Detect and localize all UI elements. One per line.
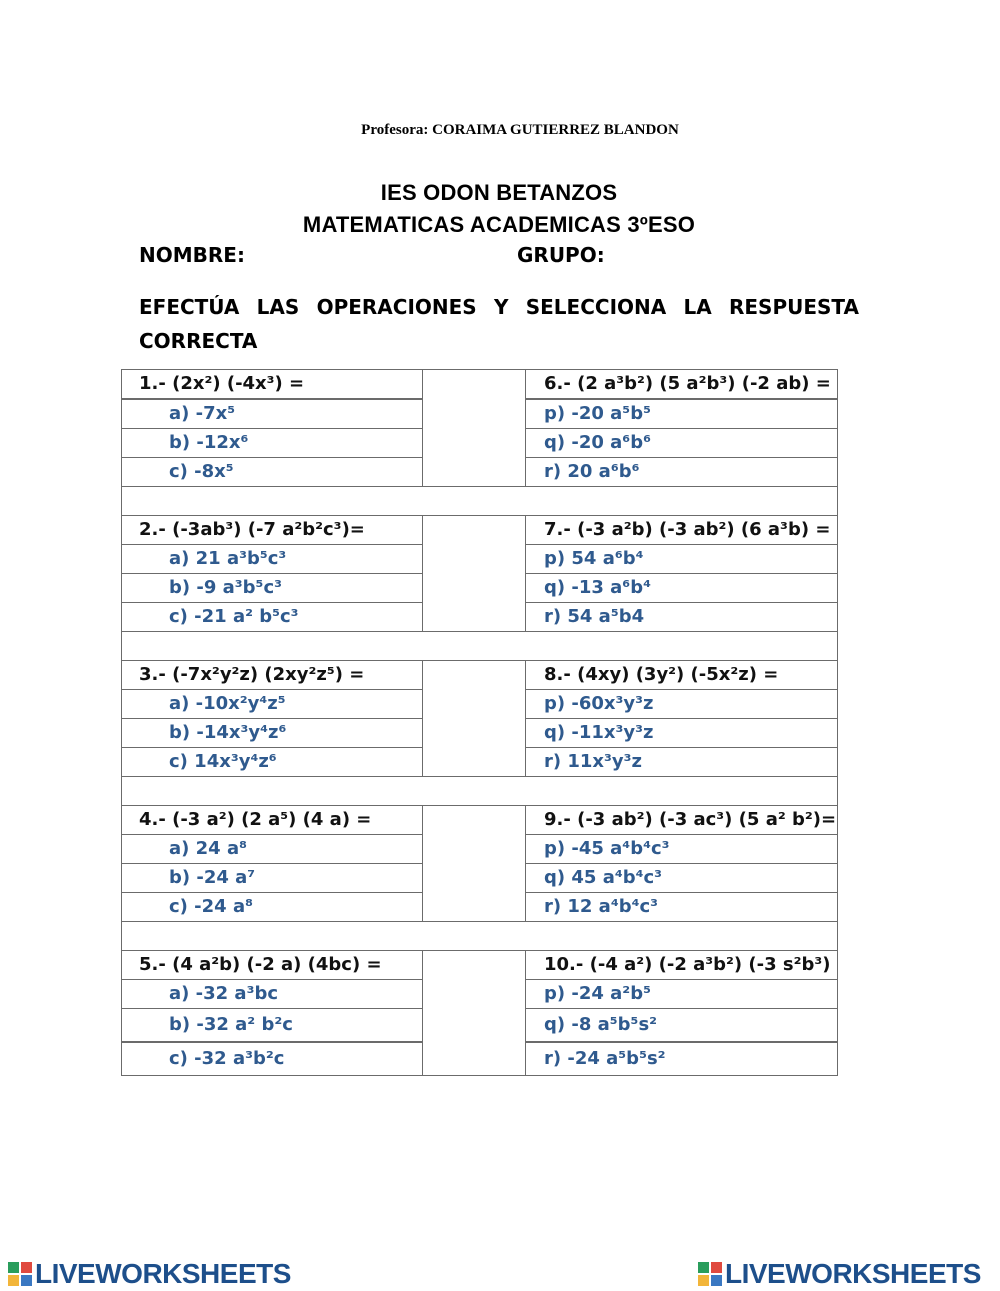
option-1b[interactable]: b) -12x⁶ xyxy=(122,429,422,458)
liveworksheets-icon xyxy=(698,1262,722,1286)
option-8q[interactable]: q) -11x³y³z xyxy=(526,719,837,748)
row-spacer xyxy=(122,632,837,661)
teacher-name: Profesora: CORAIMA GUTIERREZ BLANDON xyxy=(361,122,679,138)
exercise-block-3 xyxy=(122,661,837,777)
option-6r[interactable]: r) 20 a⁶b⁶ xyxy=(544,461,640,482)
question-3: 3.- (-7x²y²z) (2xy²z⁵) = xyxy=(122,661,422,690)
logo-text: LIVEWORKSHEETS xyxy=(35,1258,291,1289)
answer-box-left-1[interactable] xyxy=(423,370,526,486)
question-8: 8.- (4xy) (3y²) (-5x²z) = xyxy=(526,661,837,690)
group-label: GRUPO: xyxy=(517,243,605,267)
instructions: EFECTÚA LAS OPERACIONES Y SELECCIONA LA RESPUESTA CORRECTA xyxy=(139,295,859,353)
option-7p[interactable]: p) 54 a⁶b⁴ xyxy=(526,545,837,574)
question-9: 9.- (-3 ab²) (-3 ac³) (5 a² b²)= xyxy=(526,806,837,835)
course-title: MATEMATICAS ACADEMICAS 3ºESO xyxy=(302,212,696,237)
option-5a[interactable]: a) -32 a³bc xyxy=(122,980,422,1009)
option-9p[interactable]: p) -45 a⁴b⁴c³ xyxy=(526,835,837,864)
option-1c[interactable]: c) -8x⁵ xyxy=(169,461,234,482)
option-10p[interactable]: p) -24 a²b⁵ xyxy=(526,980,837,1009)
option-2a[interactable]: a) 21 a³b⁵c³ xyxy=(122,545,422,574)
option-2c[interactable]: c) -21 a² b⁵c³ xyxy=(169,606,299,627)
option-4a[interactable]: a) 24 a⁸ xyxy=(122,835,422,864)
row-spacer xyxy=(122,487,837,516)
question-1: 1.- (2x²) (-4x³) = xyxy=(122,370,422,400)
option-2b[interactable]: b) -9 a³b⁵c³ xyxy=(122,574,422,603)
row-spacer xyxy=(122,922,837,951)
answer-box-left-4[interactable] xyxy=(423,806,526,921)
exercise-block-5 xyxy=(122,951,837,1075)
option-8p[interactable]: p) -60x³y³z xyxy=(526,690,837,719)
option-1a[interactable]: a) -7x⁵ xyxy=(122,400,422,429)
answer-box-left-5[interactable] xyxy=(423,951,526,1075)
option-10r[interactable]: r) -24 a⁵b⁵s² xyxy=(544,1048,666,1069)
logo-text: LIVEWORKSHEETS xyxy=(725,1258,981,1289)
answer-box-left-3[interactable] xyxy=(423,661,526,776)
exercise-block-4 xyxy=(122,806,837,922)
option-7r[interactable]: r) 54 a⁵b4 xyxy=(544,606,645,627)
question-4: 4.- (-3 a²) (2 a⁵) (4 a) = xyxy=(122,806,422,835)
option-9r[interactable]: r) 12 a⁴b⁴c³ xyxy=(544,896,659,917)
liveworksheets-icon xyxy=(8,1262,32,1286)
answer-box-left-2[interactable] xyxy=(423,516,526,631)
name-label: NOMBRE: xyxy=(139,243,245,267)
option-3b[interactable]: b) -14x³y⁴z⁶ xyxy=(122,719,422,748)
option-4b[interactable]: b) -24 a⁷ xyxy=(122,864,422,893)
option-8r[interactable]: r) 11x³y³z xyxy=(544,751,643,772)
option-3c[interactable]: c) 14x³y⁴z⁶ xyxy=(169,751,277,772)
exercise-block-1 xyxy=(122,370,837,487)
option-5b[interactable]: b) -32 a² b²c xyxy=(122,1009,422,1043)
row-spacer xyxy=(122,777,837,806)
option-5c[interactable]: c) -32 a³b²c xyxy=(169,1048,285,1069)
option-6q[interactable]: q) -20 a⁶b⁶ xyxy=(526,429,837,458)
liveworksheets-logo-left[interactable] xyxy=(8,1258,291,1290)
option-7q[interactable]: q) -13 a⁶b⁴ xyxy=(526,574,837,603)
liveworksheets-logo-right[interactable] xyxy=(698,1258,981,1290)
question-6: 6.- (2 a³b²) (5 a²b³) (-2 ab) = xyxy=(526,370,837,400)
school-title: IES ODON BETANZOS xyxy=(380,180,618,205)
option-4c[interactable]: c) -24 a⁸ xyxy=(169,896,253,917)
question-7: 7.- (-3 a²b) (-3 ab²) (6 a³b) = xyxy=(526,516,837,545)
option-10q[interactable]: q) -8 a⁵b⁵s² xyxy=(526,1009,837,1043)
option-9q[interactable]: q) 45 a⁴b⁴c³ xyxy=(526,864,837,893)
question-5: 5.- (4 a²b) (-2 a) (4bc) = xyxy=(122,951,422,980)
option-3a[interactable]: a) -10x²y⁴z⁵ xyxy=(122,690,422,719)
question-2: 2.- (-3ab³) (-7 a²b²c³)= xyxy=(122,516,422,545)
option-6p[interactable]: p) -20 a⁵b⁵ xyxy=(526,400,837,429)
exercise-block-2 xyxy=(122,516,837,632)
question-10: 10.- (-4 a²) (-2 a³b²) (-3 s²b³) xyxy=(526,951,837,980)
exercise-table xyxy=(121,369,838,1076)
